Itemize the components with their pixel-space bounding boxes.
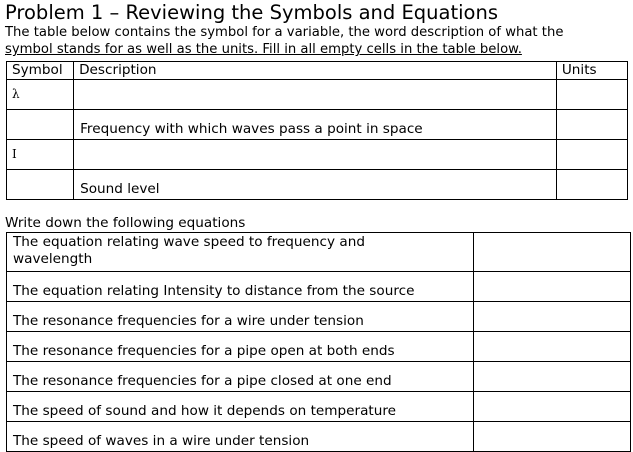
- equation-prompt: The resonance frequencies for a wire under tension: [7, 302, 474, 332]
- table-row: [7, 233, 631, 272]
- description-cell: Sound level: [74, 170, 557, 200]
- table-row: [7, 332, 631, 362]
- equation-answer-cell[interactable]: [474, 422, 631, 452]
- equation-prompt: The resonance frequencies for a pipe open at both ends: [7, 332, 474, 362]
- symbol-table-header: [7, 62, 628, 80]
- symbol-table: [6, 61, 628, 200]
- instructions-line-1: The table below contains the symbol for a variable, the word description of what the: [5, 25, 564, 40]
- instructions-line-2: symbol stands for as well as the units. Fill in all empty cells in the table below.: [5, 42, 522, 57]
- equations-heading: Write down the following equations: [5, 215, 246, 231]
- table-row: [7, 140, 628, 170]
- instructions: [5, 24, 633, 58]
- equation-answer-cell[interactable]: [474, 233, 631, 272]
- equation-prompt-line-1: The equation relating wave speed to frequency and: [13, 234, 365, 250]
- equation-prompt: [7, 233, 474, 272]
- equation-answer-cell[interactable]: [474, 332, 631, 362]
- header-symbol: Symbol: [7, 62, 74, 80]
- table-row: [7, 80, 628, 110]
- equation-answer-cell[interactable]: [474, 362, 631, 392]
- equation-prompt-line-2: wavelength: [13, 251, 93, 267]
- description-cell[interactable]: [74, 140, 557, 170]
- units-cell[interactable]: [556, 110, 627, 140]
- symbol-cell[interactable]: [7, 110, 74, 140]
- symbol-cell[interactable]: λ: [7, 80, 74, 110]
- equation-prompt: The equation relating Intensity to distance from the source: [7, 272, 474, 302]
- description-cell[interactable]: [74, 80, 557, 110]
- units-cell[interactable]: [556, 140, 627, 170]
- description-cell: Frequency with which waves pass a point in space: [74, 110, 557, 140]
- table-row: [7, 302, 631, 332]
- equation-answer-cell[interactable]: [474, 272, 631, 302]
- symbol-cell[interactable]: [7, 170, 74, 200]
- table-row: [7, 110, 628, 140]
- header-description: Description: [74, 62, 557, 80]
- equation-answer-cell[interactable]: [474, 302, 631, 332]
- equation-answer-cell[interactable]: [474, 392, 631, 422]
- equation-prompt: The speed of waves in a wire under tension: [7, 422, 474, 452]
- equations-table: [6, 232, 631, 452]
- symbol-cell: I: [7, 140, 74, 170]
- table-row: [7, 392, 631, 422]
- units-cell[interactable]: [556, 80, 627, 110]
- header-units: Units: [556, 62, 627, 80]
- table-row: [7, 272, 631, 302]
- table-row: [7, 422, 631, 452]
- table-row: [7, 170, 628, 200]
- page-title: Problem 1 – Reviewing the Symbols and Equations: [5, 1, 499, 24]
- equation-prompt: The speed of sound and how it depends on temperature: [7, 392, 474, 422]
- table-row: [7, 362, 631, 392]
- equation-prompt: The resonance frequencies for a pipe closed at one end: [7, 362, 474, 392]
- units-cell[interactable]: [556, 170, 627, 200]
